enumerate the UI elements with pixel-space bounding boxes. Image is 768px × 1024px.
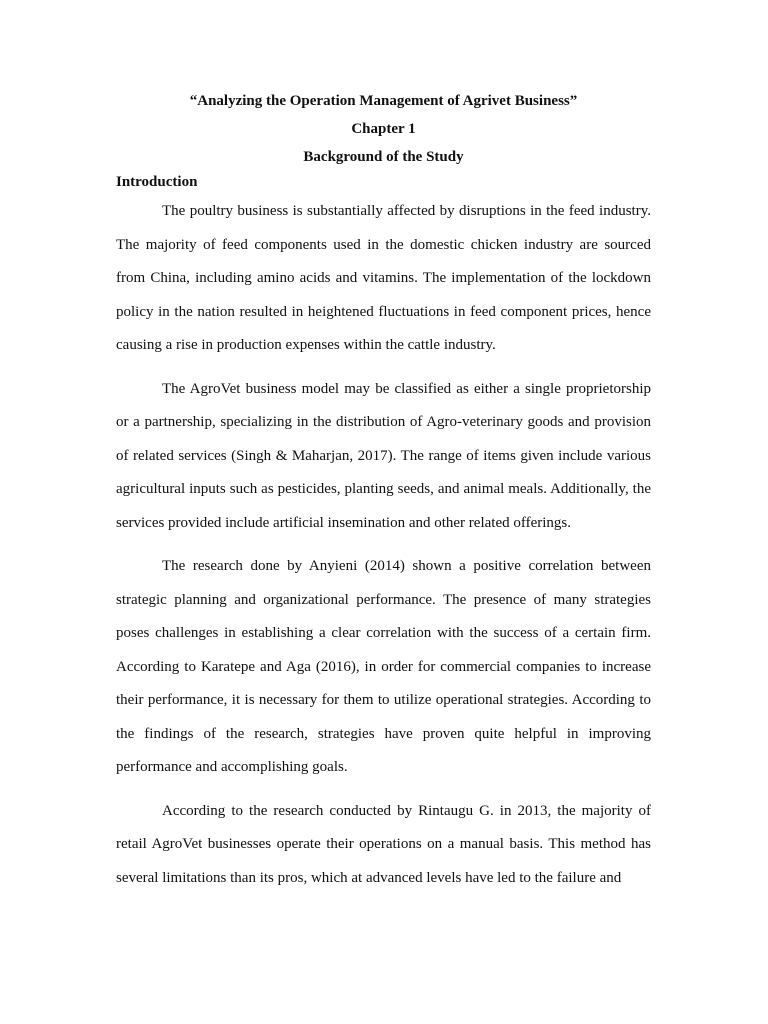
section-heading-introduction: Introduction [116, 174, 198, 190]
chapter-number: Chapter 1 [351, 121, 416, 137]
chapter-title: Background of the Study [303, 149, 464, 165]
paragraph-2: The AgroVet business model may be classified as either a single proprietorship or a partnership, specializing in the distribution of Agro-veterinary goods and provision of related services (Singh & Maharjan, 2017). The range of items given include various agricultural inputs such as pesticides, planting seeds, and animal meals. Additionally, the services provided include artificial insemination and other related offerings. [116, 380, 651, 531]
paragraph-3: The research done by Anyieni (2014) shown a positive correlation between strategic planning and organizational performance. The presence of many strategies poses challenges in establishing a clear correlation with the success of a certain firm. According to Karatepe and Aga (2016), in order for commercial companies to increase their performance, it is necessary for them to utilize operational strategies. According to the findings of the research, strategies have proven quite helpful in improving performance and accomplishing goals. [116, 558, 651, 775]
document-title: “Analyzing the Operation Management of Agrivet Business” [189, 93, 578, 109]
document-body [116, 87, 651, 895]
paragraph-4: According to the research conducted by Rintaugu G. in 2013, the majority of retail AgroVet businesses operate their operations on a manual basis. This method has several limitations than its pros, which at advanced levels have led to the failure and [116, 802, 651, 886]
paragraph-1: The poultry business is substantially affected by disruptions in the feed industry. The majority of feed components used in the domestic chicken industry are sourced from China, including amino acids and vitamins. The implementation of the lockdown policy in the nation resulted in heightened fluctuations in feed component prices, hence causing a rise in production expenses within the cattle industry. [116, 203, 651, 353]
